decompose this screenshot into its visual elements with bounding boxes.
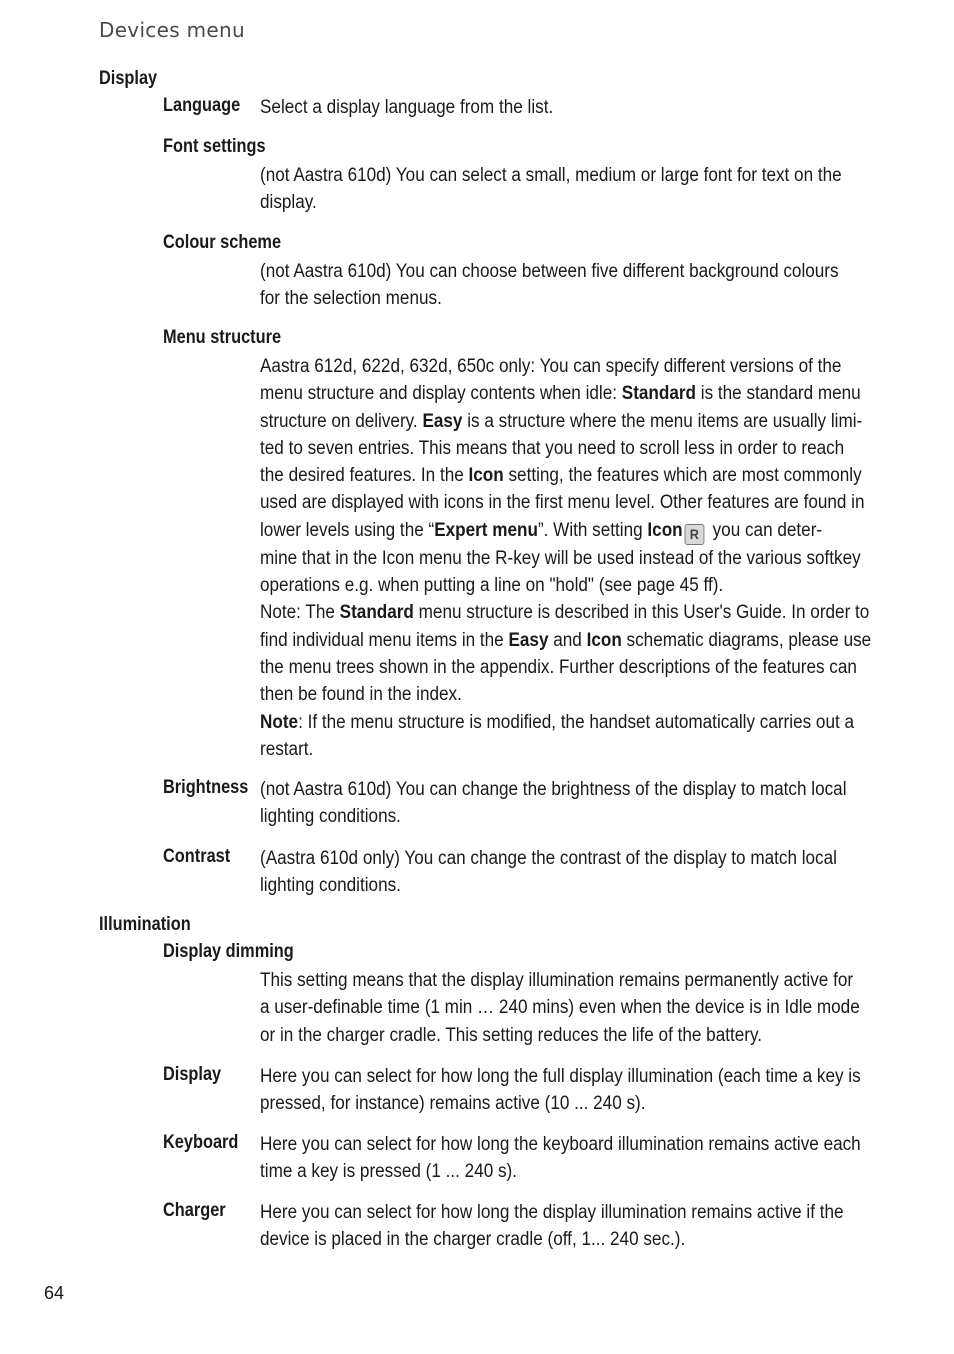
item-label-menu-structure: Menu structure [163, 327, 282, 348]
item-label-brightness: Brightness [163, 777, 249, 798]
item-label-keyboard: Keyboard [163, 1132, 239, 1153]
desc-line: the desired features. In the Icon setting, the features which are most commonly [260, 465, 862, 487]
item-desc-display [260, 1063, 950, 1118]
desc-line: or in the charger cradle. This setting reduces the life of the battery. [260, 1024, 763, 1046]
desc-line: device is placed in the charger cradle (off, 1... 240 sec.). [260, 1229, 686, 1251]
desc-line: lighting conditions. [260, 875, 401, 897]
section-heading-illumination: Illumination [99, 914, 191, 935]
desc-line: time a key is pressed (1 ... 240 s). [260, 1161, 518, 1183]
desc-line: This setting means that the display illumination remains permanently active for [260, 970, 854, 991]
item-label-colour-scheme: Colour scheme [163, 232, 282, 253]
desc-line: Here you can select for how long the full display illumination (each time a key is [260, 1066, 861, 1087]
item-label-charger: Charger [163, 1200, 226, 1221]
item-label-display: Display [163, 1064, 222, 1085]
item-desc-brightness [260, 776, 950, 831]
desc-line: ted to seven entries. This means that you need to scroll less in order to reach [260, 437, 845, 459]
desc-line: then be found in the index. [260, 684, 462, 706]
desc-line: display. [260, 192, 317, 214]
item-label-contrast: Contrast [163, 846, 231, 867]
item-label-language: Language [163, 95, 241, 116]
page-number: 64 [44, 1283, 65, 1303]
item-desc-font-settings [260, 162, 950, 217]
item-desc-charger [260, 1199, 950, 1254]
item-label-font-settings: Font settings [163, 136, 266, 157]
desc-line: pressed, for instance) remains active (10 ... 240 s). [260, 1093, 646, 1115]
desc-line: lower levels using the “Expert menu”. With setting Icon R you can deter- [260, 517, 882, 545]
desc-line: the menu trees shown in the appendix. Further descriptions of the features can [260, 656, 857, 678]
item-desc-colour-scheme [260, 258, 950, 313]
desc-line: Select a display language from the list. [260, 97, 554, 118]
item-desc-display-dimming [260, 967, 950, 1049]
desc-line: find individual menu items in the Easy and Icon schematic diagrams, please use [260, 629, 872, 651]
desc-line: Here you can select for how long the keyboard illumination remains active each [260, 1134, 861, 1155]
desc-line: structure on delivery. Easy is a structure where the menu items are usually limi- [260, 410, 863, 432]
desc-line: (not Aastra 610d) You can select a small, medium or large font for text on the [260, 165, 842, 186]
desc-line: (Aastra 610d only) You can change the contrast of the display to match local [260, 848, 837, 869]
desc-line: (not Aastra 610d) You can choose between five different background colours [260, 261, 839, 282]
item-desc-language [260, 94, 950, 121]
desc-line: (not Aastra 610d) You can change the brightness of the display to match local [260, 779, 847, 800]
desc-line: lighting conditions. [260, 806, 401, 828]
desc-line: restart. [260, 738, 314, 760]
page-header: Devices menu [99, 18, 245, 42]
desc-line: mine that in the Icon menu the R-key will be used instead of the various softkey [260, 547, 861, 569]
desc-line: operations e.g. when putting a line on "hold" (see page 45 ff). [260, 575, 724, 597]
desc-line: Aastra 612d, 622d, 632d, 650c only: You can specify different versions of the [260, 356, 842, 377]
item-desc-contrast [260, 845, 950, 900]
desc-line: for the selection menus. [260, 288, 442, 310]
r-key-icon: R [684, 524, 704, 545]
item-desc-menu-structure [260, 353, 950, 763]
item-desc-keyboard [260, 1131, 950, 1186]
desc-line: used are displayed with icons in the first menu level. Other features are found in [260, 492, 865, 514]
desc-line: a user-definable time (1 min … 240 mins) even when the device is in Idle mode [260, 997, 860, 1019]
desc-line: Note: If the menu structure is modified, the handset automatically carries out a [260, 711, 855, 733]
desc-line: Here you can select for how long the display illumination remains active if the [260, 1202, 844, 1223]
item-label-display-dimming: Display dimming [163, 941, 294, 962]
desc-line: Note: The Standard menu structure is described in this User's Guide. In order to [260, 602, 870, 624]
section-heading-display: Display [99, 68, 158, 89]
desc-line: menu structure and display contents when idle: Standard is the standard menu [260, 383, 861, 405]
